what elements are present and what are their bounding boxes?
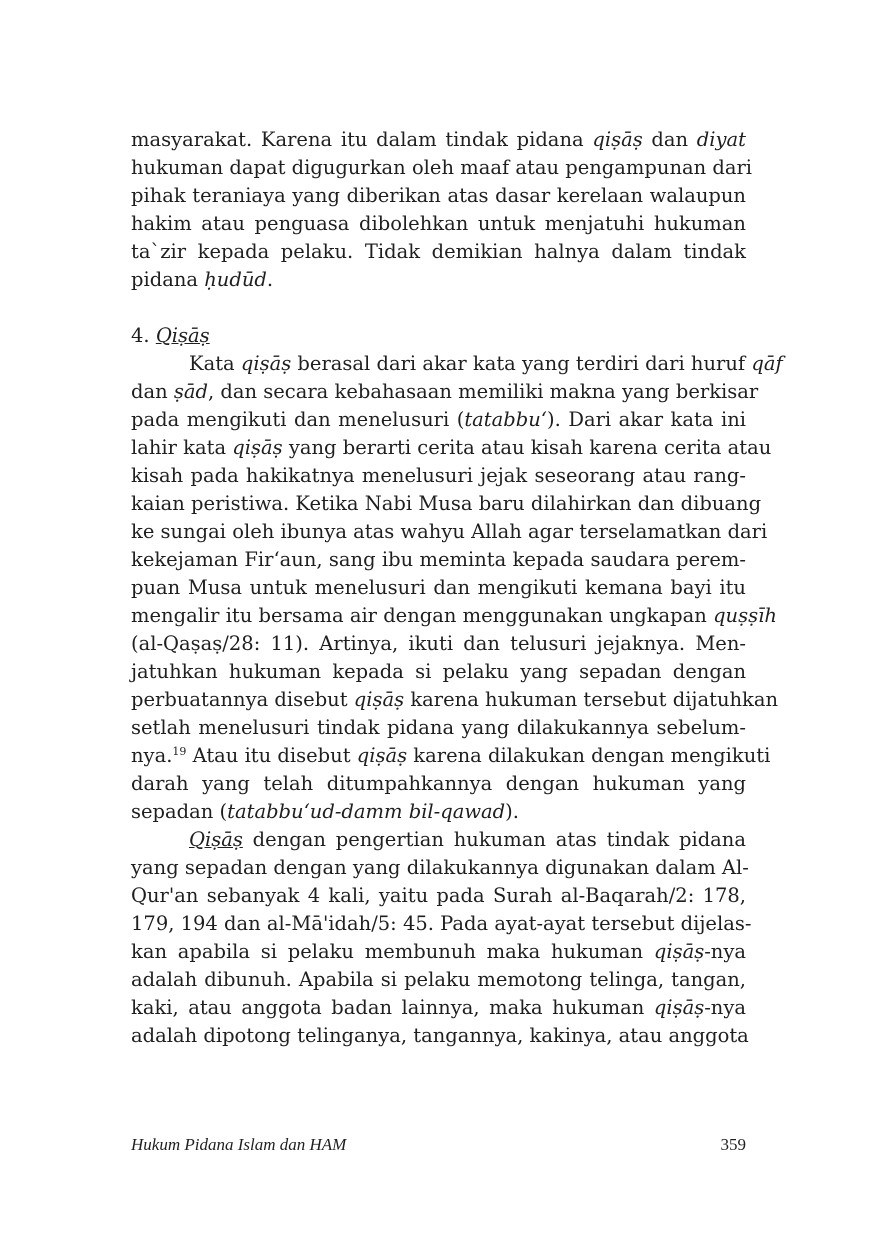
body-text bbox=[131, 126, 783, 1050]
text-line: Qur'an sebanyak 4 kali, yaitu pada Surah al-Baqarah/2: 178, bbox=[131, 884, 746, 907]
text-line: nya.$^{19}$ Atau itu disebut qiṣāṣ karena dilakukan dengan mengikuti bbox=[131, 744, 771, 767]
paragraph-gap bbox=[131, 294, 746, 322]
text-line: Kata qiṣāṣ berasal dari akar kata yang terdiri dari huruf qāf bbox=[189, 352, 783, 375]
text-line: ke sungai oleh ibunya atas wahyu Allah agar terselamatkan dari bbox=[131, 520, 768, 543]
page-footer bbox=[131, 1133, 746, 1157]
section-heading bbox=[131, 322, 746, 350]
text-line: hukuman dapat digugurkan oleh maaf atau pengampunan dari bbox=[131, 156, 753, 179]
text-line: kan apabila si pelaku membunuh maka hukuman qiṣāṣ-nya bbox=[131, 940, 746, 963]
section-title: Qiṣāṣ bbox=[155, 324, 210, 347]
text-line: adalah dibunuh. Apabila si pelaku memotong telinga, tangan, bbox=[131, 968, 746, 991]
text-line: puan Musa untuk menelusuri dan mengikuti kemana bayi itu bbox=[131, 576, 746, 599]
text-line: mengalir itu bersama air dengan menggunakan ungkapan quṣṣīh bbox=[131, 604, 777, 627]
text-line: sepadan (tatabbu‘ud-damm bil-qawad). bbox=[131, 800, 519, 823]
text-line: masyarakat. Karena itu dalam tindak pidana qiṣāṣ dan diyat bbox=[131, 128, 746, 151]
text-line: lahir kata qiṣāṣ yang berarti cerita atau kisah karena cerita atau bbox=[131, 436, 772, 459]
text-line: kisah pada hakikatnya menelusuri jejak seseorang atau rang- bbox=[131, 464, 746, 487]
text-line: Qiṣāṣ dengan pengertian hukuman atas tindak pidana bbox=[189, 828, 746, 851]
footnote-ref: 19 bbox=[172, 745, 187, 758]
text-line: 179, 194 dan al-Mā'idah/5: 45. Pada ayat-ayat tersebut dijelas- bbox=[131, 912, 752, 935]
text-line: pihak teraniaya yang diberikan atas dasar kerelaan walaupun bbox=[131, 184, 746, 207]
text-line: darah yang telah ditumpahkannya dengan hukuman yang bbox=[131, 772, 746, 795]
page-number: 359 bbox=[720, 1135, 746, 1154]
text-line: hakim atau penguasa dibolehkan untuk menjatuhi hukuman bbox=[131, 212, 746, 235]
text-line: ta`zir kepada pelaku. Tidak demikian halnya dalam tindak bbox=[131, 240, 746, 263]
text-line: jatuhkan hukuman kepada si pelaku yang sepadan dengan bbox=[131, 660, 746, 683]
text-line: pidana ḥudūd. bbox=[131, 268, 274, 291]
text-line: adalah dipotong telinganya, tangannya, kakinya, atau anggota bbox=[131, 1024, 749, 1047]
text-line: kaki, atau anggota badan lainnya, maka hukuman qiṣāṣ-nya bbox=[131, 996, 746, 1019]
text-line: perbuatannya disebut qiṣāṣ karena hukuman tersebut dijatuhkan bbox=[131, 688, 779, 711]
text-line: dan ṣād, dan secara kebahasaan memiliki makna yang berkisar bbox=[131, 380, 759, 403]
text-line: yang sepadan dengan yang dilakukannya digunakan dalam Al- bbox=[131, 856, 749, 879]
section-number: 4. bbox=[131, 324, 150, 347]
text-line: pada mengikuti dan menelusuri (tatabbu‘). Dari akar kata ini bbox=[131, 408, 746, 431]
text-line: kaian peristiwa. Ketika Nabi Musa baru dilahirkan dan dibuang bbox=[131, 492, 762, 515]
text-line: (al-Qaṣaṣ/28: 11). Artinya, ikuti dan telusuri jejaknya. Men- bbox=[131, 632, 746, 655]
running-title: Hukum Pidana Islam dan HAM bbox=[131, 1135, 347, 1154]
text-line: kekejaman Fir‘aun, sang ibu meminta kepada saudara perem- bbox=[131, 548, 746, 571]
text-line: setlah menelusuri tindak pidana yang dilakukannya sebelum- bbox=[131, 716, 746, 739]
